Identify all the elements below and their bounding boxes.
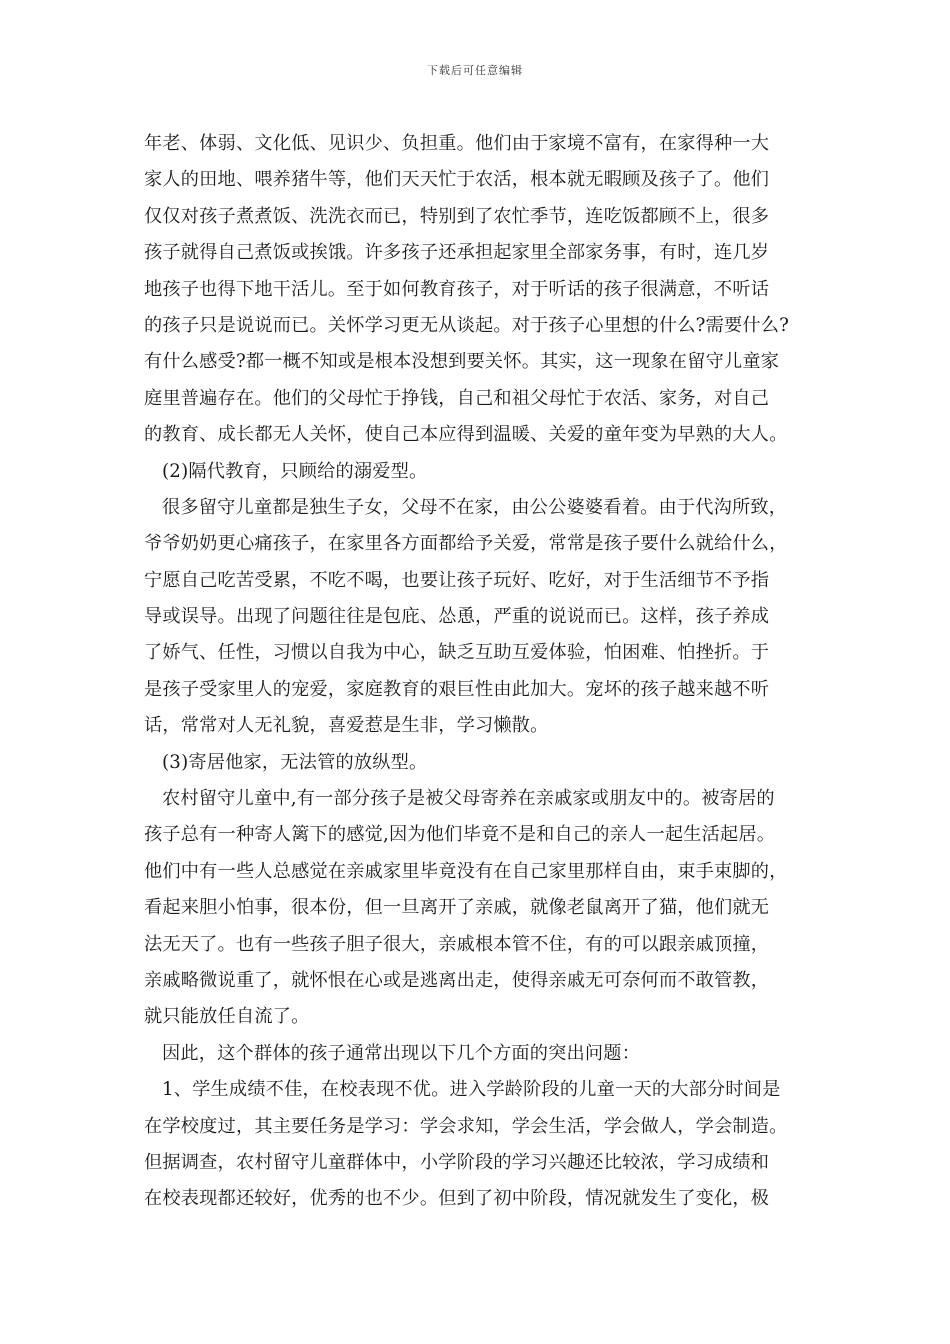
text-line: 孩子总有一种寄人篱下的感觉,因为他们毕竟不是和自己的亲人一起生活起居。 — [144, 824, 776, 846]
text-line: 在校表现都还较好，优秀的也不少。但到了初中阶段，情况就发生了变化，极 — [144, 1188, 770, 1210]
text-line: 仅仅对孩子煮煮饭、洗洗衣而已，特别到了农忙季节，连吃饭都顾不上，很多 — [144, 205, 770, 227]
body-text — [144, 126, 818, 1218]
text-line: 的孩子只是说说而已。关怀学习更无从谈起。对于孩子心里想的什么?需要什么? — [144, 314, 790, 336]
text-line: 地孩子也得下地干活儿。至于如何教育孩子，对于听话的孩子很满意，不听话 — [144, 278, 770, 300]
text-line: 1、学生成绩不佳，在校表现不优。进入学龄阶段的儿童一天的大部分时间是 — [162, 1079, 781, 1101]
text-line: 宁愿自己吃苦受累，不吃不喝，也要让孩子玩好、吃好，对于生活细节不予指 — [144, 569, 770, 591]
text-line: 有什么感受?都一概不知或是根本没想到要关怀。其实，这一现象在留守儿童家 — [144, 351, 780, 373]
text-line: 爷爷奶奶更心痛孩子，在家里各方面都给予关爱，常常是孩子要什么就给什么， — [144, 533, 788, 555]
text-line: 导或误导。出现了问题往往是包庇、怂恿，严重的说说而已。这样，孩子养成 — [144, 606, 770, 628]
text-line: 在学校度过，其主要任务是学习：学会求知，学会生活，学会做人，学会制造。 — [144, 1115, 788, 1137]
text-line: 年老、体弱、文化低、见识少、负担重。他们由于家境不富有，在家得种一大 — [144, 133, 770, 154]
text-line: 是孩子受家里人的宠爱，家庭教育的艰巨性由此加大。宠坏的孩子越来越不听 — [144, 678, 770, 700]
text-line: 亲戚略微说重了，就怀恨在心或是逃离出走，使得亲戚无可奈何而不敢管教， — [144, 969, 770, 991]
text-line: 孩子就得自己煮饭或挨饿。许多孩子还承担起家里全部家务事，有时，连几岁 — [144, 242, 770, 264]
text-line: (2)隔代教育，只顾给的溺爱型。 — [162, 460, 428, 482]
page-header: 下载后可任意编辑 — [427, 64, 523, 77]
text-line: 庭里普遍存在。他们的父母忙于挣钱，自己和祖父母忙于农活、家务，对自己 — [144, 387, 770, 409]
text-line: 了娇气、任性，习惯以自我为中心，缺乏互助互爱体验，怕困难、怕挫折。于 — [144, 642, 770, 664]
text-line: 的教育、成长都无人关怀，使自己本应得到温暖、关爱的童年变为早熟的大人。 — [144, 424, 788, 446]
text-line: 很多留守儿童都是独生子女，父母不在家，由公公婆婆看着。由于代沟所致， — [162, 496, 788, 518]
text-line: 话，常常对人无礼貌，喜爱惹是生非，学习懒散。 — [144, 715, 549, 737]
text-line: 法无天了。也有一些孩子胆子很大，亲戚根本管不住，有的可以跟亲戚顶撞， — [144, 933, 770, 955]
text-line: 家人的田地、喂养猪牛等，他们天天忙于农活，根本就无暇顾及孩子了。他们 — [144, 169, 770, 191]
text-line: 看起来胆小怕事，很本份，但一旦离开了亲戚，就像老鼠离开了猫，他们就无 — [144, 897, 770, 919]
text-line: 农村留守儿童中,有一部分孩子是被父母寄养在亲戚家或朋友中的。被寄居的 — [162, 788, 775, 810]
text-line: 就只能放任自流了。 — [144, 1006, 310, 1028]
text-line: (3)寄居他家，无法管的放纵型。 — [162, 751, 428, 773]
text-line: 但据调查，农村留守儿童群体中，小学阶段的学习兴趣还比较浓，学习成绩和 — [144, 1151, 770, 1173]
text-line: 他们中有一些人总感觉在亲戚家里毕竟没有在自己家里那样自由，束手束脚的， — [144, 860, 788, 882]
text-line: 因此，这个群体的孩子通常出现以下几个方面的突出问题： — [162, 1042, 641, 1064]
